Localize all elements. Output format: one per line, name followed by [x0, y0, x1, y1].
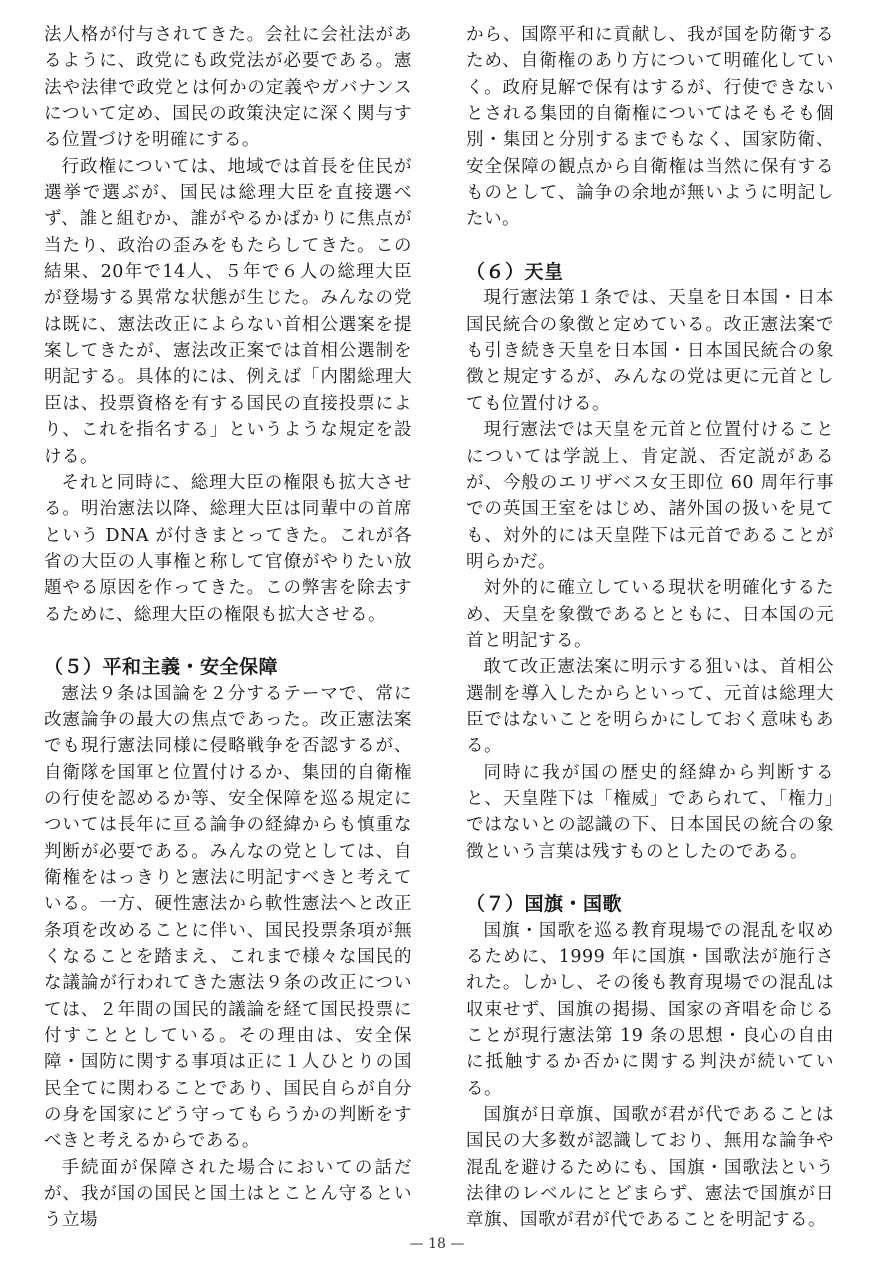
paragraph: から、国際平和に貢献し、我が国を防衛するため、自衛権のあり方について明確化していく。政府見解で保有はするが、行使できないとされる集団的自衛権についてはそもそも個別・集団と分別するまでもなく、国家防衛、安全保障の観点から自衛権は当然に保有するものとして、論争の余地が無いように明記したい。 [466, 25, 834, 230]
paragraph: 国旗・国歌を巡る教育現場での混乱を収めるために、1999 年に国旗・国歌法が施行された。しかし、その後も教育現場での混乱は収束せず、国旗の掲揚、国家の斉唱を命じることが現行憲法第 19 条の思想・良心の自由に抵触するか否かに関する判決が続いている。 [466, 920, 834, 1099]
paragraph: 法人格が付与されてきた。会社に会社法があるように、政党にも政党法が必要である。憲法や法律で政党とは何かの定義やガバナンスについて定め、国民の政策決定に深く関与する位置づけを明確にする。 [44, 25, 412, 151]
left-column [44, 22, 412, 1234]
paragraph: 敢て改正憲法案に明示する狙いは、首相公選制を導入したからといって、元首は総理大臣ではないことを明らかにしておく意味もある。 [466, 657, 834, 757]
section-gap [466, 233, 834, 259]
section-gap [466, 865, 834, 891]
section-heading-flag-anthem: （７）国旗・国歌 [466, 893, 623, 916]
paragraph: 現行憲法第１条では、天皇を日本国・日本国民統合の象徴と定めている。改正憲法案でも引き続き天皇を日本国・日本国民統合の象徴と規定するが、みんなの党は更に元首としても位置付ける。 [466, 288, 834, 414]
section-heading-peace-security: （５）平和主義・安全保障 [44, 656, 279, 679]
paragraph: 行政権については、地域では首長を住民が選挙で選ぶが、国民は総理大臣を直接選べず、誰と組むか、誰がやるかばかりに焦点が当たり、政治の歪みをもたらしてきた。この結果、20年で14人、５年で６人の総理大臣が登場する異常な状態が生じた。みんなの党は既に、憲法改正によらない首相公選案を提案してきたが、憲法改正案では首相公選制を明記する。具体的には、例えば「内閣総理大臣は、投票資格を有する国民の直接投票により、これを指名する」というような規定を設ける。 [44, 156, 412, 467]
paragraph: 現行憲法では天皇を元首と位置付けることについては学説上、肯定説、否定説があるが、今般のエリザベス女王即位 60 周年行事での英国王室をはじめ、諸外国の扱いを見ても、対外的には天皇陛下は元首であることが明らかだ。 [466, 420, 834, 572]
paragraph: それと同時に、総理大臣の権限も拡大させる。明治憲法以降、総理大臣は同輩中の首席という DNA が付きまとってきた。これが各省の大臣の人事権と称して官僚がやりたい放題やる原因を作ってきた。この弊害を除去するために、総理大臣の権限も拡大させる。 [44, 472, 412, 625]
paragraph: 手続面が保障された場合においての話だが、我が国の国民と国土はとことん守るという立場 [44, 1157, 412, 1231]
page-number: — 18 — [409, 1236, 465, 1252]
section-heading-emperor: （６）天皇 [466, 261, 564, 284]
paragraph: 国旗が日章旗、国歌が君が代であることは国民の大多数が認識しており、無用な論争や混乱を避けるためにも、国旗・国歌法という法律のレベルにとどまらず、憲法で国旗が日章旗、国歌が君が代であることを明記する。 [466, 1105, 834, 1231]
section-gap [44, 628, 412, 654]
paragraph: 同時に我が国の歴史的経緯から判断すると、天皇陛下は「権威」であられて、「権力」ではないとの認識の下、日本国民の統合の象徴という言葉は残すものとしたのである。 [466, 762, 834, 862]
paragraph: 憲法９条は国論を２分するテーマで、常に改憲論争の最大の焦点であった。改正憲法案でも現行憲法同様に侵略戦争を否認するが、自衛隊を国軍と位置付けるか、集団的自衛権の行使を認めるか等、安全保障を巡る規定については長年に亘る論争の経緯からも慎重な判断が必要である。みんなの党としては、自衛権をはっきりと憲法に明記すべきと考えている。一方、硬性憲法から軟性憲法へと改正条項を改めることに伴い、国民投票条項が無くなることを踏まえ、これまで様々な国民的な議論が行われてきた憲法９条の改正については、２年間の国民的議論を経て国民投票に付すこととしている。その理由は、安全保障・国防に関する事項は正に１人ひとりの国民全てに関わることであり、国民自らが自分の身を国家にどう守ってもらうかの判断をすべきと考えるからである。 [44, 683, 412, 1152]
paragraph: 対外的に確立している現状を明確化するため、天皇を象徴であるとともに、日本国の元首と明記する。 [466, 578, 834, 651]
right-column [466, 22, 834, 1234]
